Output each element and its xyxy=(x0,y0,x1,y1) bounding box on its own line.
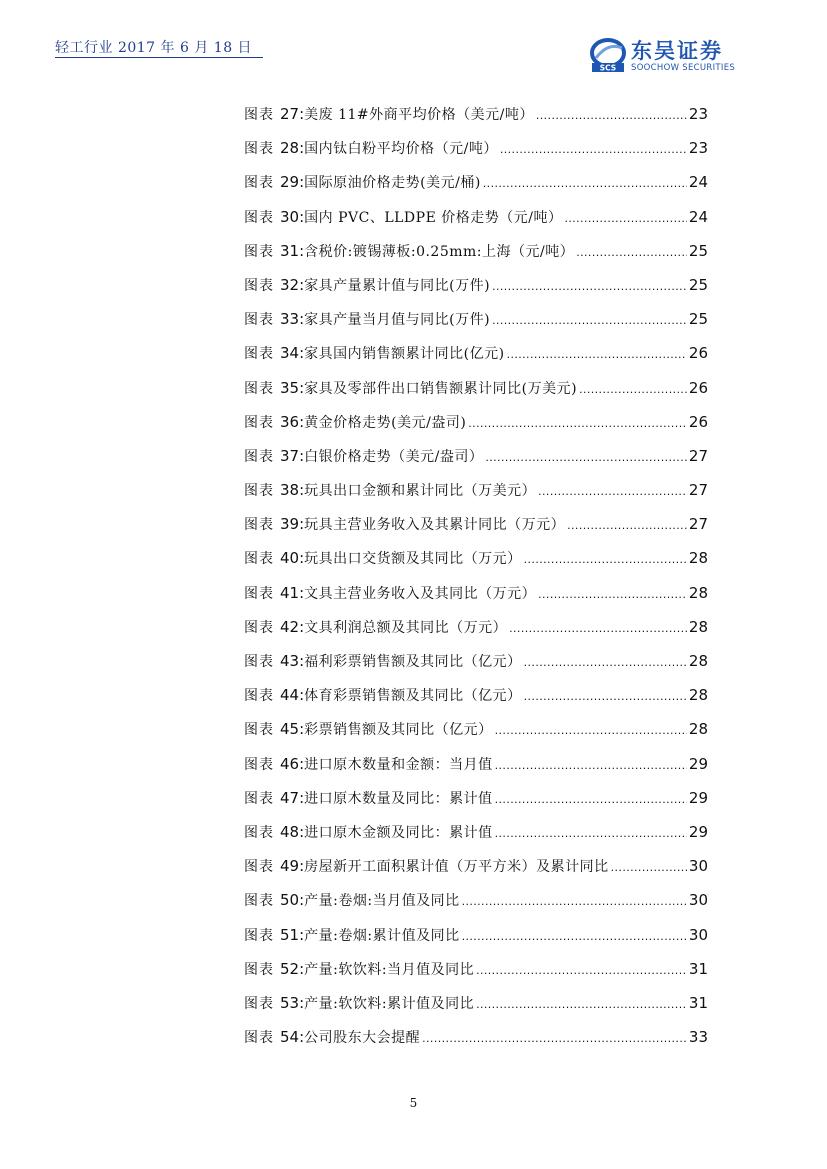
toc-entry-title: 家具产量累计值与同比(万件) xyxy=(304,277,491,294)
toc-entry-number: 36: xyxy=(280,412,305,431)
toc-entry-title: 黄金价格走势(美元/盎司) xyxy=(304,414,467,431)
toc-dot-leader xyxy=(492,314,687,327)
toc-entry-title: 美废 11#外商平均价格（美元/吨） xyxy=(304,107,534,123)
toc-entry-title: 福利彩票销售额及其同比（亿元） xyxy=(304,654,522,670)
toc-entry-number: 38: xyxy=(280,481,305,500)
toc-entry[interactable] xyxy=(244,890,708,924)
company-logo xyxy=(590,34,770,78)
logo-chinese-name: 东吴证券 xyxy=(631,39,723,63)
toc-dot-leader xyxy=(509,622,687,635)
toc-entry-number: 45: xyxy=(280,720,305,739)
toc-entry[interactable] xyxy=(244,925,708,959)
toc-entry[interactable] xyxy=(244,343,708,377)
table-of-figures xyxy=(244,104,708,1061)
toc-dot-leader xyxy=(611,861,687,874)
toc-dot-leader xyxy=(476,998,687,1011)
toc-entry[interactable] xyxy=(244,548,708,582)
toc-dot-leader xyxy=(524,656,687,669)
toc-entry-page: 24 xyxy=(688,173,708,192)
scs-logo-icon xyxy=(590,38,626,74)
toc-entry-page: 31 xyxy=(688,959,708,978)
toc-dot-leader xyxy=(476,964,687,977)
toc-entry-title: 文具利润总额及其同比（万元） xyxy=(304,619,508,636)
toc-entry-label: 图表 xyxy=(244,790,274,807)
toc-entry-title: 国际原油价格走势(美元/桶) xyxy=(304,175,481,192)
toc-entry[interactable] xyxy=(244,412,708,446)
toc-entry-page: 29 xyxy=(688,822,708,841)
toc-entry-label: 图表 xyxy=(244,380,274,397)
toc-dot-leader xyxy=(579,383,687,396)
toc-dot-leader xyxy=(422,1032,687,1045)
toc-dot-leader xyxy=(492,280,687,293)
header-underline xyxy=(55,57,263,58)
toc-entry-page: 24 xyxy=(688,207,708,226)
toc-entry[interactable] xyxy=(244,959,708,993)
toc-entry-number: 42: xyxy=(280,617,305,636)
toc-entry[interactable] xyxy=(244,617,708,651)
toc-entry-number: 37: xyxy=(280,446,305,465)
toc-dot-leader xyxy=(536,109,687,122)
toc-dot-leader xyxy=(462,895,687,908)
toc-entry[interactable] xyxy=(244,480,708,514)
toc-entry-label: 图表 xyxy=(244,1030,274,1047)
toc-entry-number: 35: xyxy=(280,378,305,397)
toc-entry[interactable] xyxy=(244,822,708,856)
toc-entry-page: 29 xyxy=(688,788,708,807)
toc-entry[interactable] xyxy=(244,172,708,206)
toc-entry-page: 25 xyxy=(688,310,708,329)
toc-dot-leader xyxy=(468,417,687,430)
toc-entry-title: 产量:卷烟:累计值及同比 xyxy=(304,927,460,944)
report-header-title: 轻工行业 2017 年 6 月 18 日 xyxy=(55,40,253,56)
toc-dot-leader xyxy=(567,519,687,532)
toc-entry-page: 28 xyxy=(688,583,708,602)
toc-entry-label: 图表 xyxy=(244,448,274,465)
toc-entry-label: 图表 xyxy=(244,961,274,978)
toc-entry-page: 30 xyxy=(688,857,708,876)
toc-dot-leader xyxy=(564,212,686,225)
toc-entry-title: 产量:软饮料:当月值及同比 xyxy=(304,961,475,978)
toc-entry[interactable] xyxy=(244,1027,708,1061)
toc-entry-page: 25 xyxy=(688,275,708,294)
toc-entry-title: 白银价格走势（美元/盎司） xyxy=(304,448,484,465)
toc-entry-label: 图表 xyxy=(244,927,274,944)
toc-entry[interactable] xyxy=(244,138,708,172)
toc-entry-label: 图表 xyxy=(244,893,274,910)
toc-entry-title: 公司股东大会提醒 xyxy=(304,1030,421,1047)
toc-entry-number: 49: xyxy=(280,857,305,876)
toc-entry-number: 40: xyxy=(280,549,305,568)
toc-entry-number: 39: xyxy=(280,515,305,534)
toc-entry-label: 图表 xyxy=(244,551,274,568)
toc-entry[interactable] xyxy=(244,309,708,343)
toc-entry-number: 46: xyxy=(280,754,305,773)
toc-dot-leader xyxy=(538,588,687,601)
toc-entry-label: 图表 xyxy=(244,995,274,1012)
toc-entry-label: 图表 xyxy=(244,688,274,705)
toc-entry-title: 家具产量当月值与同比(万件) xyxy=(304,312,491,329)
toc-entry-title: 体育彩票销售额及其同比（亿元） xyxy=(304,688,522,705)
toc-entry-title: 进口原木数量及同比：累计值 xyxy=(304,790,493,807)
toc-entry-number: 29: xyxy=(280,173,305,192)
toc-dot-leader xyxy=(495,827,687,840)
toc-entry-number: 54: xyxy=(280,1028,305,1047)
toc-entry-number: 28: xyxy=(280,139,305,158)
toc-entry-page: 27 xyxy=(688,515,708,534)
toc-entry[interactable] xyxy=(244,275,708,309)
toc-entry-number: 27: xyxy=(280,105,305,123)
toc-entry-number: 43: xyxy=(280,652,305,670)
toc-entry[interactable] xyxy=(244,685,708,719)
toc-entry-label: 图表 xyxy=(244,722,274,739)
toc-entry-number: 47: xyxy=(280,788,305,807)
toc-entry[interactable] xyxy=(244,719,708,753)
toc-entry[interactable] xyxy=(244,241,708,275)
toc-entry-label: 图表 xyxy=(244,141,274,158)
toc-entry-label: 图表 xyxy=(244,756,274,773)
toc-entry[interactable] xyxy=(244,583,708,617)
toc-entry-title: 含税价:镀锡薄板:0.25mm:上海（元/吨） xyxy=(304,243,575,260)
toc-entry[interactable] xyxy=(244,514,708,548)
toc-entry-page: 31 xyxy=(688,993,708,1012)
toc-entry-number: 30: xyxy=(280,207,305,226)
toc-dot-leader xyxy=(576,246,687,259)
toc-entry-label: 图表 xyxy=(244,483,274,500)
toc-dot-leader xyxy=(495,793,687,806)
toc-dot-leader xyxy=(538,485,687,498)
toc-dot-leader xyxy=(462,930,687,943)
toc-entry-page: 30 xyxy=(688,891,708,910)
toc-entry[interactable] xyxy=(244,856,708,890)
toc-entry-title: 国内 PVC、LLDPE 价格走势（元/吨） xyxy=(304,209,563,226)
toc-entry[interactable] xyxy=(244,446,708,480)
toc-entry-page: 30 xyxy=(688,925,708,944)
toc-entry-label: 图表 xyxy=(244,619,274,636)
toc-entry-title: 彩票销售额及其同比（亿元） xyxy=(304,722,493,739)
toc-entry-number: 50: xyxy=(280,891,305,910)
toc-entry-title: 产量:卷烟:当月值及同比 xyxy=(304,893,460,910)
toc-entry-title: 产量:软饮料:累计值及同比 xyxy=(304,995,475,1012)
toc-dot-leader xyxy=(500,143,687,156)
toc-entry[interactable] xyxy=(244,207,708,241)
toc-entry-page: 28 xyxy=(688,686,708,705)
toc-dot-leader xyxy=(483,177,687,190)
toc-entry-page: 28 xyxy=(688,549,708,568)
toc-entry-number: 34: xyxy=(280,344,305,363)
toc-entry-title: 玩具出口金额和累计同比（万美元） xyxy=(304,483,537,500)
toc-entry-page: 27 xyxy=(688,446,708,465)
toc-entry-page: 23 xyxy=(688,139,708,158)
toc-dot-leader xyxy=(507,348,687,361)
toc-entry-page: 27 xyxy=(688,481,708,500)
toc-entry-label: 图表 xyxy=(244,175,274,192)
toc-entry-number: 48: xyxy=(280,822,305,841)
toc-entry-number: 41: xyxy=(280,583,305,602)
toc-entry-title: 文具主营业务收入及其同比（万元） xyxy=(304,585,537,602)
toc-entry-title: 玩具出口交货额及其同比（万元） xyxy=(304,551,522,568)
toc-entry-label: 图表 xyxy=(244,414,274,431)
toc-entry-page: 25 xyxy=(688,241,708,260)
toc-entry-page: 26 xyxy=(688,344,708,363)
toc-entry[interactable] xyxy=(244,378,708,412)
toc-entry-title: 房屋新开工面积累计值（万平方米）及累计同比 xyxy=(304,859,609,876)
toc-entry-title: 进口原木数量和金额：当月值 xyxy=(304,756,493,773)
toc-entry-page: 28 xyxy=(688,617,708,636)
toc-entry-title: 家具及零部件出口销售额累计同比(万美元) xyxy=(304,380,578,397)
toc-entry-title: 国内钛白粉平均价格（元/吨） xyxy=(304,141,498,158)
toc-entry[interactable] xyxy=(244,651,708,685)
toc-dot-leader xyxy=(495,759,687,772)
toc-entry-label: 图表 xyxy=(244,107,274,123)
page-number: 5 xyxy=(409,1096,418,1110)
toc-entry-label: 图表 xyxy=(244,243,274,260)
toc-entry[interactable] xyxy=(244,754,708,788)
toc-entry-label: 图表 xyxy=(244,654,274,670)
toc-entry-label: 图表 xyxy=(244,346,274,363)
toc-entry[interactable] xyxy=(244,104,708,138)
toc-entry-number: 51: xyxy=(280,925,305,944)
toc-entry-page: 26 xyxy=(688,412,708,431)
toc-entry-number: 33: xyxy=(280,310,305,329)
toc-entry-label: 图表 xyxy=(244,517,274,534)
toc-entry-title: 玩具主营业务收入及其累计同比（万元） xyxy=(304,517,566,534)
toc-entry-page: 26 xyxy=(688,378,708,397)
toc-entry-label: 图表 xyxy=(244,277,274,294)
toc-dot-leader xyxy=(495,724,687,737)
toc-entry-label: 图表 xyxy=(244,585,274,602)
logo-mark-text: SCS xyxy=(599,63,617,73)
toc-entry-number: 44: xyxy=(280,686,305,705)
toc-entry[interactable] xyxy=(244,788,708,822)
toc-entry[interactable] xyxy=(244,993,708,1027)
toc-entry-label: 图表 xyxy=(244,824,274,841)
toc-entry-number: 32: xyxy=(280,275,305,294)
logo-english-name: SOOCHOW SECURITIES xyxy=(631,63,736,73)
toc-dot-leader xyxy=(524,690,687,703)
toc-entry-page: 33 xyxy=(688,1028,708,1047)
toc-entry-label: 图表 xyxy=(244,209,274,226)
toc-entry-page: 23 xyxy=(688,105,708,123)
toc-entry-number: 52: xyxy=(280,959,305,978)
toc-dot-leader xyxy=(524,553,687,566)
toc-entry-number: 31: xyxy=(280,241,305,260)
toc-entry-label: 图表 xyxy=(244,859,274,876)
toc-entry-page: 28 xyxy=(688,652,708,670)
toc-entry-number: 53: xyxy=(280,993,305,1012)
toc-entry-page: 29 xyxy=(688,754,708,773)
toc-entry-title: 家具国内销售额累计同比(亿元) xyxy=(304,346,505,363)
toc-entry-label: 图表 xyxy=(244,312,274,329)
toc-dot-leader xyxy=(485,451,687,464)
toc-entry-title: 进口原木金额及同比：累计值 xyxy=(304,824,493,841)
toc-entry-page: 28 xyxy=(688,720,708,739)
